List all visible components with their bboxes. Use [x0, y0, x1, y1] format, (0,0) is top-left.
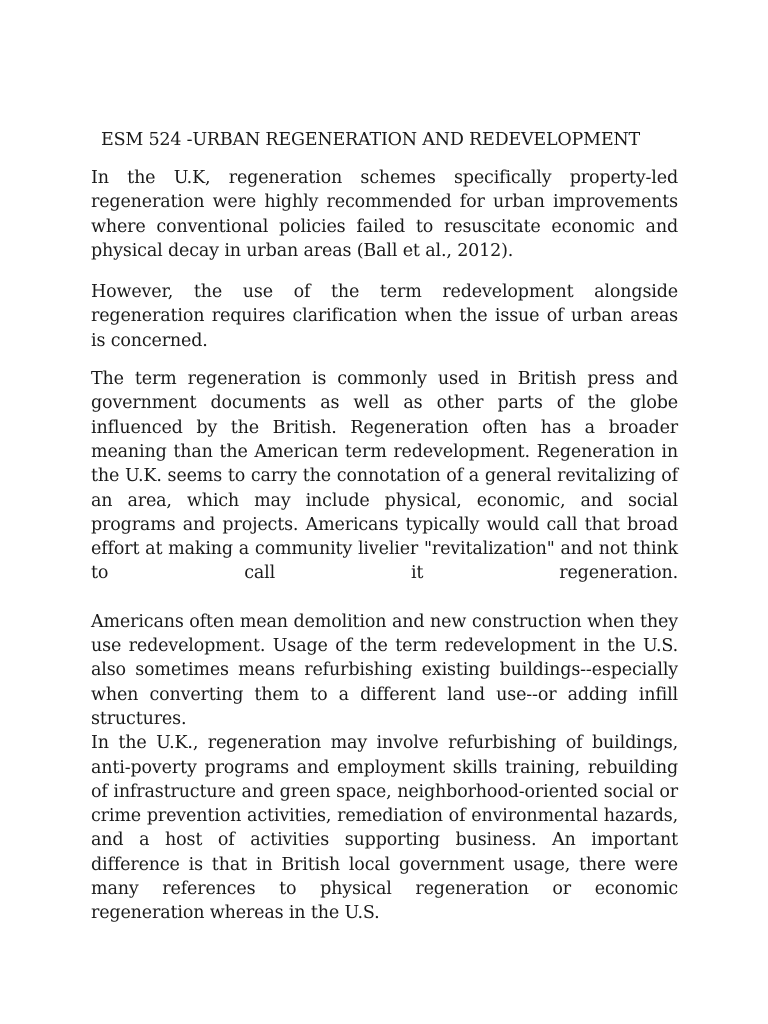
- paragraph-clarification: However, the use of the term redevelopment alongside regeneration requires clarification when the issue of urban areas is concerned.: [91, 282, 678, 351]
- paragraph-american-redevelopment: Americans often mean demolition and new construction when they use redevelopment. Usage of the term redevelopment in the U.S. also sometimes means refurbishing existing buildings--especially when converting them to a different land use--or adding infill structures.: [91, 611, 678, 729]
- paragraph-uk-regeneration: In the U.K, regeneration schemes specifically property-led regeneration were highly recommended for urban improvements where conventional policies failed to resuscitate economic and physical decay in urban areas (Ball et al., 2012).: [91, 168, 678, 261]
- document-title: ESM 524 -URBAN REGENERATION AND REDEVELOPMENT: [101, 130, 641, 150]
- document-body: [91, 128, 678, 926]
- paragraph-term-regeneration: The term regeneration is commonly used in British press and government documents as well as other parts of the globe influenced by the British. Regeneration often has a broader meaning than the American term redevelopment. Regeneration in the U.K. seems to carry the connotation of a general revitalizing of an area, which may include physical, economic, and social programs and projects. Americans typically would call that broad effort at making a community livelier "revitalization" and not think to call it regeneration.: [91, 369, 678, 584]
- paragraph-uk-activities: In the U.K., regeneration may involve refurbishing of buildings, anti-poverty programs and employment skills training, rebuilding of infrastructure and green space, neighborhood-oriented social or crime prevention activities, remediation of environmental hazards, and a host of activities supporting business. An important difference is that in British local government usage, there were many references to physical regeneration or economic regeneration whereas in the U.S.: [91, 733, 678, 924]
